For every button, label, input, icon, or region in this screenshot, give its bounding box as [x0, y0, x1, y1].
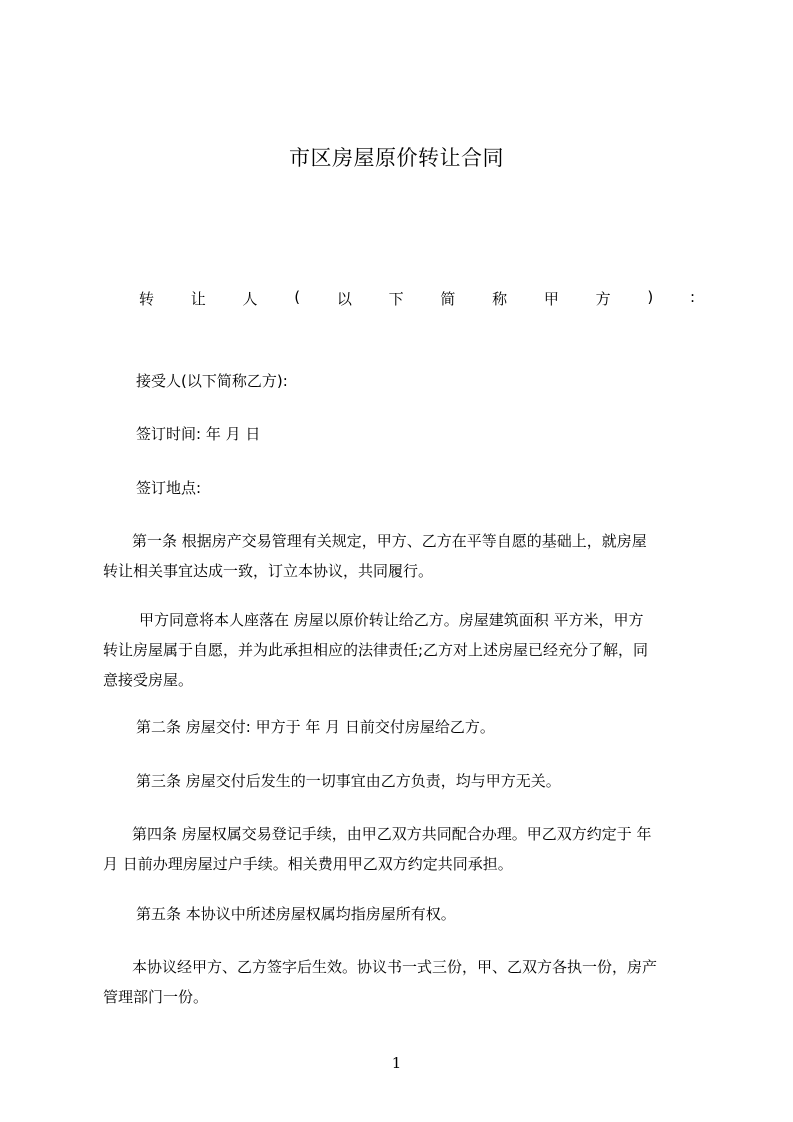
transferor-char: 让: [190, 290, 206, 308]
transferor-char: ): [647, 288, 654, 306]
article-4-line: 月 日前办理房屋过户手续。相关费用甲乙双方约定共同承担。: [103, 855, 513, 873]
page-number: 1: [391, 1054, 402, 1072]
transferor-char: (: [294, 288, 301, 306]
transferor-char: :: [689, 288, 695, 306]
agreement-line: 意接受房屋。: [103, 671, 194, 689]
transferor-char: 人: [242, 290, 258, 308]
effect-line: 本协议经甲方、乙方签字后生效。协议书一式三份，甲、乙双方各执一份，房产: [117, 958, 658, 976]
transferor-char: 以: [336, 290, 352, 308]
transferor-char: 转: [139, 290, 155, 308]
agreement-line: 甲方同意将本人座落在 房屋以原价转让给乙方。房屋建筑面积 平方米，甲方: [109, 611, 644, 629]
transferor-char: 简: [440, 290, 456, 308]
sign-time-line: 签订时间: 年 月 日: [136, 425, 261, 443]
article-3: 第三条 房屋交付后发生的一切事宜由乙方负责，均与甲方无关。: [136, 772, 561, 790]
article-4-line: 第四条 房屋权属交易登记手续，由甲乙双方共同配合办理。甲乙双方约定于 年: [117, 825, 652, 843]
transferor-line: [139, 288, 695, 309]
article-5: 第五条 本协议中所述房屋权属均指房屋所有权。: [136, 905, 456, 923]
article-1-line: 转让相关事宜达成一致，订立本协议，共同履行。: [103, 562, 434, 580]
effect-paragraph: [103, 952, 701, 1012]
document-title: 市区房屋原价转让合同: [289, 146, 504, 170]
transferor-char: 甲: [543, 290, 559, 308]
sign-place-line: 签订地点:: [136, 479, 202, 497]
article-4: [103, 819, 701, 879]
article-1: [103, 526, 701, 586]
article-1-line: 第一条 根据房产交易管理有关规定，甲方、乙方在平等自愿的基础上，就房屋: [117, 532, 647, 550]
agreement-line: 转让房屋属于自愿，并为此承担相应的法律责任;乙方对上述房屋已经充分了解，同: [103, 641, 649, 659]
transferor-char: 下: [388, 290, 404, 308]
agreement-paragraph: [103, 605, 701, 695]
transferor-char: 方: [595, 290, 611, 308]
transferor-char: 称: [492, 290, 508, 308]
recipient-line: 接受人(以下简称乙方):: [136, 372, 288, 390]
article-2: 第二条 房屋交付: 甲方于 年 月 日前交付房屋给乙方。: [136, 718, 495, 736]
effect-line: 管理部门一份。: [103, 988, 209, 1006]
